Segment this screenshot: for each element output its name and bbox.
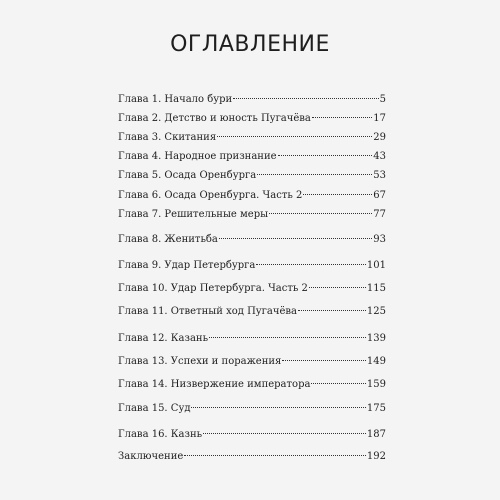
toc-entry-page: 43 <box>373 151 386 162</box>
dot-leader <box>311 383 365 384</box>
toc-entry-title: Глава 6. Осада Оренбурга. Часть 2 <box>118 190 303 201</box>
toc-entry-page: 149 <box>366 356 386 367</box>
toc-entry-title: Глава 10. Удар Петербурга. Часть 2 <box>118 283 308 294</box>
toc-entry-page: 29 <box>373 132 386 143</box>
toc-entry-title: Глава 14. Низвержение императора <box>118 379 311 390</box>
toc-entry <box>118 149 386 165</box>
page-title: ОГЛАВЛЕНИЕ <box>170 32 330 57</box>
toc-entry-page: 139 <box>366 333 386 344</box>
toc-entry <box>118 354 386 370</box>
toc-entry-page: 159 <box>366 379 386 390</box>
toc-entry <box>118 331 386 347</box>
dot-leader <box>256 264 366 265</box>
toc-entry-title: Глава 12. Казань <box>118 333 209 344</box>
toc-entry-title: Глава 4. Народное признание <box>118 151 277 162</box>
toc-entry <box>118 449 386 465</box>
toc-entry-page: 125 <box>366 306 386 317</box>
toc-entry <box>118 130 386 146</box>
toc-entry-title: Глава 1. Начало бури <box>118 94 233 105</box>
toc-entry <box>118 281 386 297</box>
toc-entry-page: 53 <box>373 170 386 181</box>
dot-leader <box>278 155 373 156</box>
toc-entry-title: Глава 13. Успехи и поражения <box>118 356 282 367</box>
dot-leader <box>282 360 366 361</box>
dot-leader <box>312 117 372 118</box>
toc-entry <box>118 377 386 393</box>
dot-leader <box>269 213 372 214</box>
toc-entry-title: Глава 7. Решительные меры <box>118 209 269 220</box>
dot-leader <box>217 136 372 137</box>
toc-entry-title: Глава 11. Ответный ход Пугачёва <box>118 306 297 317</box>
toc-entry <box>118 304 386 320</box>
toc-entry <box>118 92 386 108</box>
dot-leader <box>184 455 366 456</box>
toc-entry-title: Глава 8. Женитьба <box>118 234 218 245</box>
toc-entry-page: 115 <box>366 283 386 294</box>
toc-entry-title: Глава 16. Казнь <box>118 429 203 440</box>
toc-entry <box>118 427 386 443</box>
dot-leader <box>191 407 365 408</box>
dot-leader <box>209 337 366 338</box>
toc-entry-title: Глава 3. Скитания <box>118 132 217 143</box>
toc-entry <box>118 111 386 127</box>
toc-entry <box>118 188 386 204</box>
toc-entry-title: Глава 9. Удар Петербурга <box>118 260 256 271</box>
dot-leader <box>303 194 372 195</box>
toc-entry-page: 17 <box>373 113 386 124</box>
dot-leader <box>203 433 366 434</box>
toc-entry-page: 101 <box>366 260 386 271</box>
dot-leader <box>257 174 372 175</box>
dot-leader <box>298 310 366 311</box>
toc-entry-page: 77 <box>373 209 386 220</box>
toc-entry-title: Заключение <box>118 451 184 462</box>
toc-entry-title: Глава 15. Суд <box>118 403 191 414</box>
dot-leader <box>233 98 378 99</box>
toc-entry-title: Глава 5. Осада Оренбурга <box>118 170 257 181</box>
dot-leader <box>309 287 366 288</box>
toc-entry <box>118 232 386 248</box>
toc-entry-title: Глава 2. Детство и юность Пугачёва <box>118 113 311 124</box>
dot-leader <box>219 238 372 239</box>
toc-entry <box>118 207 386 223</box>
toc-entry <box>118 401 386 417</box>
toc-entry-page: 93 <box>373 234 386 245</box>
toc-entry <box>118 168 386 184</box>
toc-entry-page: 187 <box>366 429 386 440</box>
toc-entry-page: 5 <box>379 94 386 105</box>
toc-entry-page: 175 <box>366 403 386 414</box>
toc-entry-page: 67 <box>373 190 386 201</box>
toc-entry-page: 192 <box>366 451 386 462</box>
toc-entry <box>118 258 386 274</box>
